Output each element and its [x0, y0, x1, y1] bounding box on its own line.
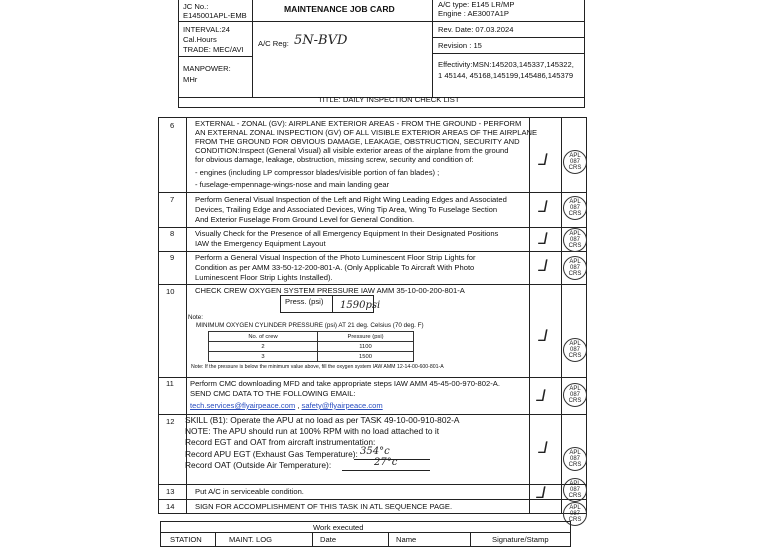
pressure-footnote: Note: If the pressure is below the minimum value above, fill the oxygen system IAW AMM 12-14-00-600-801-A: [191, 364, 444, 370]
task-number: 11: [166, 379, 174, 388]
task-text-line: Perform a General Visual Inspection of the Photo Luminescent Floor Strip Lights for: [195, 253, 476, 262]
task-text-line: Put A/C in serviceable condition.: [195, 487, 304, 496]
task-text-line: Record EGT and OAT from aircraft instrumentation:: [185, 437, 376, 447]
table-cell: 1500: [318, 352, 414, 362]
task-number: 12: [166, 417, 175, 426]
effectivity-line1: Effectivity:MSN:145203,145337,145322,: [438, 60, 574, 69]
manpower-unit: MHr: [183, 75, 198, 84]
row-divider: [158, 251, 587, 252]
crs-stamp: APL 087 CRS: [563, 338, 587, 362]
row-divider: [158, 284, 587, 285]
footer-col-station: STATION: [170, 535, 202, 544]
task-text-line: And Exterior Fuselage From Ground Level for General Condition.: [195, 215, 415, 224]
ac-type: A/C type: E145 LR/MP: [438, 0, 515, 9]
technician-initial: ⅃: [538, 197, 547, 216]
apu-egt-value: 354°c: [360, 446, 390, 457]
crew-header: No. of crew: [209, 332, 318, 342]
crs-stamp: APL 087 CRS: [563, 256, 587, 280]
task-text-line: EXTERNAL - ZONAL (GV): AIRPLANE EXTERIOR AREAS - FROM THE GROUND - PERFORM: [195, 119, 522, 128]
footer-col-divider: [470, 532, 471, 547]
row-divider: [158, 227, 587, 228]
task-text-line: IAW the Emergency Equipment Layout: [195, 239, 326, 248]
table-cell: 1100: [318, 342, 414, 352]
crew-pressure-table: [208, 331, 414, 362]
table-row: [209, 332, 414, 342]
email-line: [190, 401, 383, 410]
footer-col-divider: [388, 532, 389, 547]
header-divider: [178, 21, 252, 22]
rev-date: Rev. Date: 07.03.2024: [438, 25, 514, 34]
row-divider: [158, 484, 587, 485]
header-divider: [252, 21, 432, 22]
engine: Engine : AE3007A1P: [438, 9, 509, 18]
footer-col-maint-log: MAINT. LOG: [229, 535, 273, 544]
email-link-safety[interactable]: safety@flyairpeace.com: [301, 401, 383, 410]
col-divider: [561, 117, 562, 514]
task-text-line: - engines (including LP compressor blades/visible portion of fan blades) ;: [195, 168, 440, 177]
task-text-line: NOTE: The APU should run at 100% RPM with no load attached to it: [185, 426, 440, 436]
revision: Revision : 15: [438, 41, 482, 50]
pressure-handwritten: 1590psi: [340, 300, 381, 311]
task-text-line: Luminescent Floor Strip Lights Installed).: [195, 273, 333, 282]
row-divider: [158, 377, 587, 378]
task-number: 7: [170, 195, 175, 204]
task-text-line: SEND CMC DATA TO THE FOLLOWING EMAIL:: [190, 389, 356, 398]
job-card-title: MAINTENANCE JOB CARD: [284, 4, 395, 14]
crs-stamp: APL 087 CRS: [563, 383, 587, 407]
task-text-line: Devices, Trailing Edge and Associated Devices, Wing Tip Area, Wing To Fuselage Section: [195, 205, 498, 214]
crs-stamp: APL 087 CRS: [563, 196, 587, 220]
task-text-line: SIGN FOR ACCOMPLISHMENT OF THIS TASK IN ATL SEQUENCE PAGE.: [195, 502, 453, 511]
manpower-label: MANPOWER:: [183, 64, 231, 73]
task-text-line: for obvious damage, leakage, obstruction, missing screw, security and condition of:: [195, 155, 474, 164]
pressure-label: Press. (psi): [285, 297, 324, 306]
checklist-title: TITLE: DAILY INSPECTION CHECK LIST: [318, 95, 460, 104]
row-divider: [158, 499, 587, 500]
task-number: 6: [170, 121, 175, 130]
pressure-header: Pressure (psi): [318, 332, 414, 342]
email-link-tech[interactable]: tech.services@flyairpeace.com: [190, 401, 296, 410]
footer-col-divider: [312, 532, 313, 547]
apu-egt-label: Record APU EGT (Exhaust Gas Temperature):: [185, 449, 358, 459]
crs-stamp: APL 087 CRS: [563, 478, 587, 502]
header-divider: [432, 53, 585, 54]
footer-col-date: Date: [320, 535, 337, 544]
table-cell: 3: [209, 352, 318, 362]
footer-col-divider: [215, 532, 216, 547]
task-text-line: CONDITION:Inspect (General Visual) all visible exterior areas of the airplane from the ground: [195, 146, 509, 155]
technician-initial: ⅃: [536, 483, 545, 502]
table-row: [209, 352, 414, 362]
task-number: 9: [170, 253, 175, 262]
email-separator: ,: [295, 401, 302, 410]
task-number: 8: [170, 229, 175, 238]
underline: [342, 470, 430, 471]
note-label: Note:: [188, 314, 204, 321]
task-text-line: FROM THE GROUND FOR OBVIOUS DAMAGE, LEAKAGE, OBSTRUCTION, SECURITY AND: [195, 137, 520, 146]
header-divider: [432, 0, 433, 98]
footer-col-signature: Signature/Stamp: [492, 535, 549, 544]
header-divider: [432, 21, 585, 22]
col-divider: [529, 117, 530, 514]
ac-reg-label: A/C Reg:: [258, 39, 289, 48]
task-number: 14: [166, 502, 175, 511]
header-divider: [252, 0, 253, 98]
header-divider: [178, 56, 252, 57]
footer-divider: [160, 532, 571, 533]
technician-initial: ⅃: [536, 386, 545, 405]
table-row: [209, 342, 414, 352]
task-text-line: SKILL (B1): Operate the APU at no load as per TASK 49-10-00-910-802-A: [185, 415, 460, 425]
pressure-box-divider: [332, 295, 333, 313]
oat-label: Record OAT (Outside Air Temperature):: [185, 460, 332, 470]
ac-reg-handwritten: 5N-BVD: [294, 33, 348, 48]
task-number: 10: [166, 287, 175, 296]
min-pressure-title: MINIMUM OXYGEN CYLINDER PRESSURE (psi) AT 21 deg. Celsius (70 deg. F): [196, 322, 424, 329]
technician-initial: ⅃: [538, 229, 547, 248]
interval-unit: Cal.Hours: [183, 35, 217, 44]
footer-col-name: Name: [396, 535, 417, 544]
trade: TRADE: MEC/AVI: [183, 45, 244, 54]
jc-no-value: E145001APL-EMB: [183, 11, 247, 20]
row-divider: [158, 192, 587, 193]
crs-stamp: APL 087 CRS: [563, 447, 587, 471]
interval-label: INTERVAL:24: [183, 25, 230, 34]
work-executed-title: Work executed: [313, 523, 364, 532]
task-text-line: AN EXTERNAL ZONAL INSPECTION (GV) OF ALL VISIBLE EXTERIOR AREAS OF THE AIRPLANE: [195, 128, 538, 137]
oat-value: 27°c: [374, 457, 398, 468]
technician-initial: ⅃: [538, 256, 547, 275]
task-text-line: Perform General Visual Inspection of the Left and Right Wing Leading Edges and Associated: [195, 195, 507, 204]
task-text-line: Condition as per AMM 33-50-12-200-801-A. (Only Applicable To Aircraft With Photo: [195, 263, 475, 272]
task-text-line: Visually Check for the Presence of all Emergency Equipment In their Designated Positions: [195, 229, 499, 238]
task-text-line: Perform CMC downloading MFD and take appropriate steps IAW AMM 45-45-00-970-802-A.: [190, 379, 500, 388]
crs-stamp: APL 087 CRS: [563, 150, 587, 174]
jc-no-label: JC No.:: [183, 2, 209, 11]
task-text-line: CHECK CREW OXYGEN SYSTEM PRESSURE IAW AMM 35-10-00-200-801-A: [195, 286, 465, 295]
header-divider: [432, 37, 585, 38]
task-text-line: - fuselage-empennage-wings-nose and main landing gear: [195, 180, 390, 189]
crs-stamp: APL 087 CRS: [563, 502, 587, 526]
effectivity-line2: 1 45144, 45168,145199,145486,145379: [438, 71, 574, 80]
task-number: 13: [166, 487, 175, 496]
table-cell: 2: [209, 342, 318, 352]
technician-initial: ⅃: [538, 326, 547, 345]
crs-stamp: APL 087 CRS: [563, 228, 587, 252]
technician-initial: ⅃: [538, 438, 547, 457]
technician-initial: ⅃: [538, 150, 547, 169]
